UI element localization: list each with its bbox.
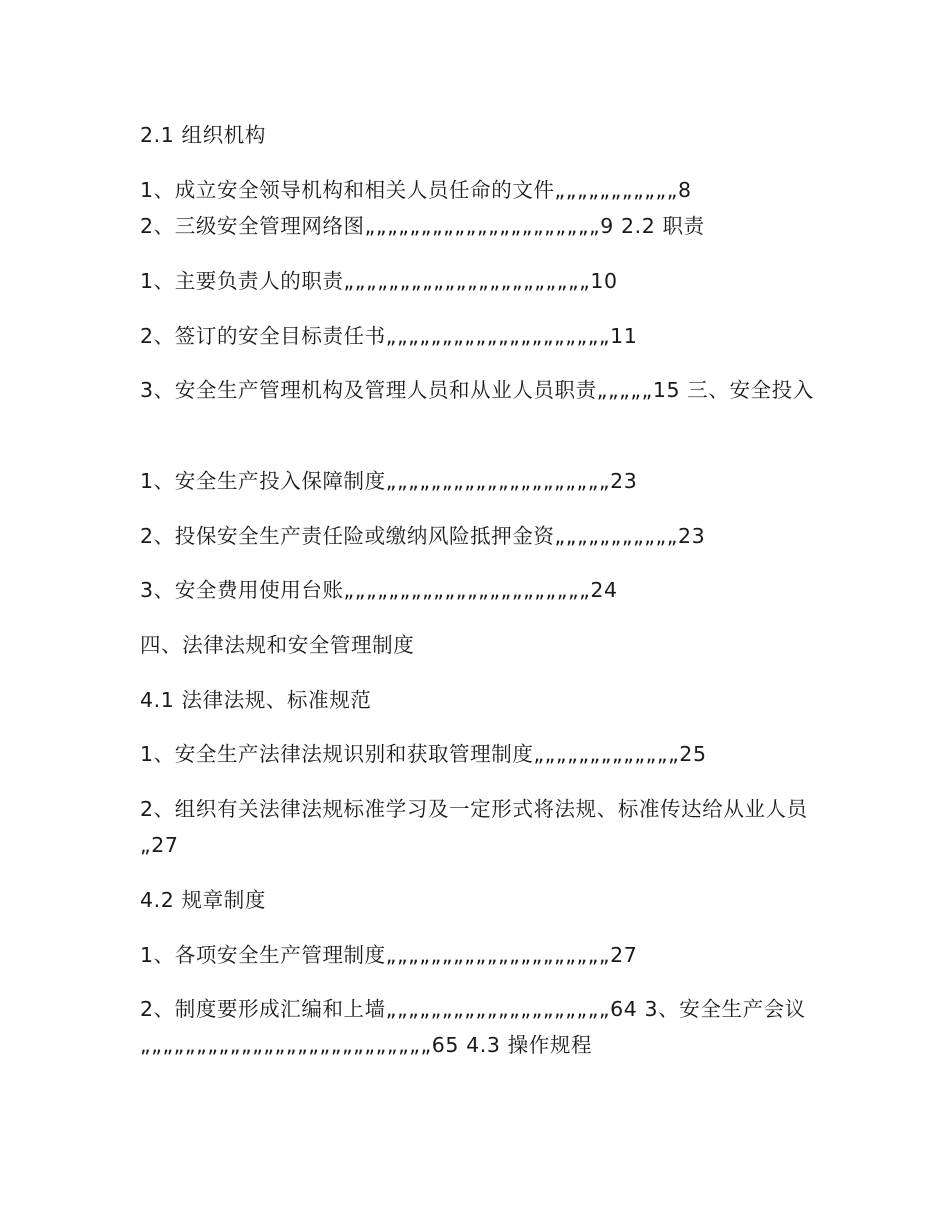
toc-entry: 1、安全生产投入保障制度„„„„„„„„„„„„„„„„„„„„23 xyxy=(140,469,638,493)
section-heading-4-1: 4.1 法律法规、标准规范 xyxy=(140,688,372,712)
toc-entry: 2、组织有关法律法规标准学习及一定形式将法规、标准传达给从业人员„27 xyxy=(140,797,808,857)
section-heading-4: 四、法律法规和安全管理制度 xyxy=(140,633,415,657)
section-heading-2-1: 2.1 组织机构 xyxy=(140,123,266,147)
toc-entry: 1、主要负责人的职责„„„„„„„„„„„„„„„„„„„„„„10 xyxy=(140,269,618,293)
toc-entry: 1、安全生产法律法规识别和获取管理制度„„„„„„„„„„„„„25 xyxy=(140,742,707,766)
toc-entry: 1、成立安全领导机构和相关人员任命的文件„„„„„„„„„„„8 xyxy=(140,178,692,202)
toc-entry: 2、签订的安全目标责任书„„„„„„„„„„„„„„„„„„„„11 xyxy=(140,324,638,348)
toc-entry: 1、各项安全生产管理制度„„„„„„„„„„„„„„„„„„„„27 xyxy=(140,943,638,967)
toc-entry: 3、安全费用使用台账„„„„„„„„„„„„„„„„„„„„„„24 xyxy=(140,578,618,602)
toc-entry: 3、安全生产管理机构及管理人员和从业人员职责„„„„„15 三、安全投入 xyxy=(140,378,814,402)
toc-entry: 2、三级安全管理网络图„„„„„„„„„„„„„„„„„„„„„9 2.2 职责 xyxy=(140,214,705,238)
toc-entry: 2、投保安全生产责任险或缴纳风险抵押金资„„„„„„„„„„„23 xyxy=(140,524,706,548)
section-heading-4-2: 4.2 规章制度 xyxy=(140,888,266,912)
toc-entry: 2、制度要形成汇编和上墙„„„„„„„„„„„„„„„„„„„„64 3、安全生产会议„„„„„„„„„„„„„„„„„„„„„„„„„„65 4.3 操作规程 xyxy=(140,997,806,1057)
